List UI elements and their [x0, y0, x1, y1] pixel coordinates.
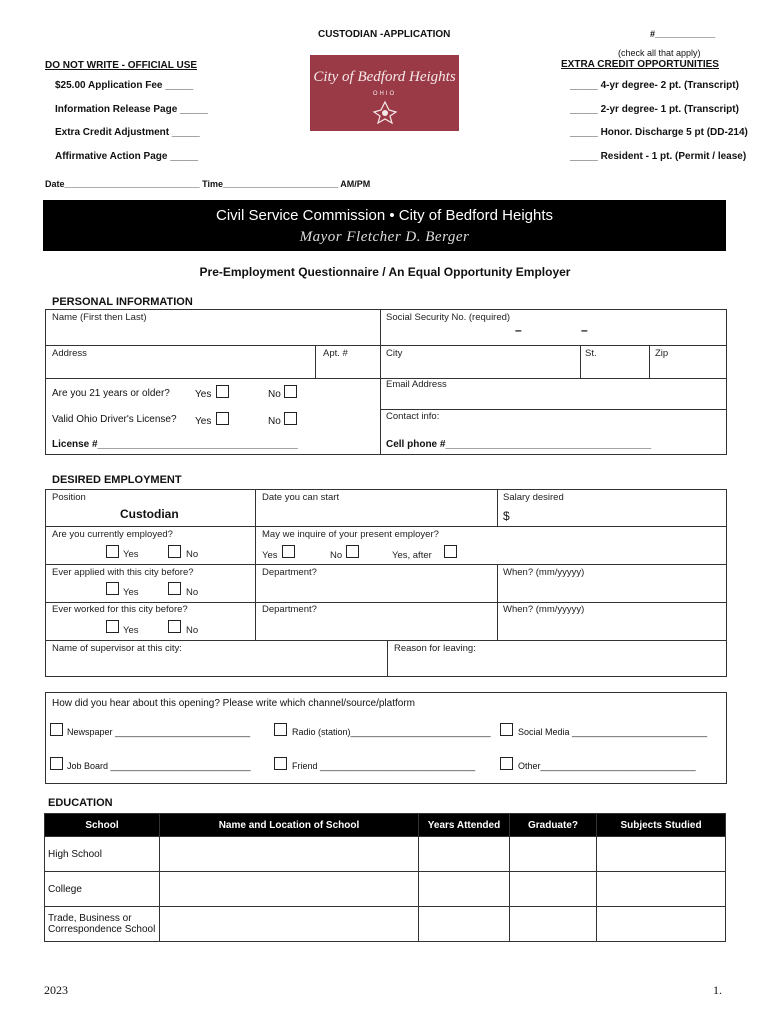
logo-text: City of Bedford Heights — [313, 69, 456, 85]
referral-question: How did you hear about this opening? Please write which channel/source/platform — [52, 698, 415, 709]
applied-question: Ever applied with this city before? — [52, 567, 194, 578]
employed-yes-checkbox[interactable] — [106, 545, 119, 558]
official-item: Information Release Page _____ — [55, 104, 208, 115]
extra-credit-heading: EXTRA CREDIT OPPORTUNITIES — [561, 59, 719, 70]
age-question: Are you 21 years or older? — [52, 388, 170, 399]
friend-checkbox[interactable] — [274, 757, 287, 770]
license-no-checkbox[interactable] — [284, 412, 297, 425]
column-header: Name and Location of School — [160, 814, 419, 837]
table-row — [45, 837, 726, 872]
column-header: Graduate? — [510, 814, 597, 837]
school-name-cell[interactable] — [160, 837, 419, 872]
years-cell[interactable] — [419, 907, 510, 942]
column-header: School — [45, 814, 160, 837]
applied-yes-checkbox[interactable] — [106, 582, 119, 595]
official-item: $25.00 Application Fee _____ — [55, 80, 194, 91]
zip-label: Zip — [655, 348, 669, 359]
social-media-label: Social Media ___________________________ — [518, 727, 708, 737]
table-row — [45, 872, 726, 907]
employed-question: Are you currently employed? — [52, 529, 173, 540]
banner-mayor: Mayor Fletcher D. Berger — [299, 229, 470, 245]
other-checkbox[interactable] — [500, 757, 513, 770]
applied-yes-label: Yes — [123, 587, 139, 598]
age-yes-checkbox[interactable] — [216, 385, 229, 398]
inquire-question: May we inquire of your present employer? — [262, 529, 439, 540]
city-label: City — [386, 348, 403, 359]
friend-label: Friend _______________________________ — [292, 761, 476, 771]
employed-no-checkbox[interactable] — [168, 545, 181, 558]
ssn-label: Social Security No. (required) — [386, 312, 511, 323]
personal-heading: PERSONAL INFORMATION — [52, 296, 193, 308]
age-no-label: No — [268, 389, 281, 400]
job-board-label: Job Board ____________________________ — [67, 761, 251, 771]
salary-label: Salary desired — [503, 492, 564, 503]
table-header-row — [45, 814, 726, 837]
official-item: Affirmative Action Page _____ — [55, 151, 199, 162]
education-heading: EDUCATION — [48, 797, 113, 809]
years-cell[interactable] — [419, 872, 510, 907]
email-label: Email Address — [386, 379, 447, 390]
license-yes-checkbox[interactable] — [216, 412, 229, 425]
page-subtitle: Pre-Employment Questionnaire / An Equal Opportunity Employer — [199, 265, 571, 279]
graduate-cell[interactable] — [510, 872, 597, 907]
commission-banner — [43, 200, 726, 251]
worked-question: Ever worked for this city before? — [52, 604, 188, 615]
applied-no-checkbox[interactable] — [168, 582, 181, 595]
logo-sub: OHIO — [372, 91, 397, 97]
form-title: CUSTODIAN -APPLICATION — [318, 29, 451, 40]
education-table — [44, 813, 726, 942]
check-note: (check all that apply) — [618, 48, 701, 58]
apt-label: Apt. # — [323, 348, 348, 359]
position-label: Position — [52, 492, 86, 503]
ssn-field[interactable]: – – — [515, 323, 588, 337]
worked-yes-checkbox[interactable] — [106, 620, 119, 633]
other-label: Other_______________________________ — [518, 761, 696, 771]
applied-no-label: No — [186, 587, 199, 598]
worked-no-checkbox[interactable] — [168, 620, 181, 633]
official-item: Extra Credit Adjustment _____ — [55, 127, 200, 138]
supervisor-label: Name of supervisor at this city: — [52, 643, 182, 654]
inquire-no-label: No — [330, 550, 343, 561]
footer-year: 2023 — [44, 983, 68, 997]
name-label: Name (First then Last) — [52, 312, 147, 323]
social-media-checkbox[interactable] — [500, 723, 513, 736]
inquire-after-checkbox[interactable] — [444, 545, 457, 558]
subjects-cell[interactable] — [597, 907, 726, 942]
newspaper-label: Newspaper ___________________________ — [67, 727, 251, 737]
employed-no-label: No — [186, 549, 199, 560]
seal-icon — [372, 100, 398, 124]
radio-checkbox[interactable] — [274, 723, 287, 736]
start-date-label: Date you can start — [262, 492, 340, 503]
credit-item: _____ Resident - 1 pt. (Permit / lease) — [570, 151, 747, 162]
license-no-label: No — [268, 416, 281, 427]
school-type-cell: High School — [45, 837, 160, 872]
state-label: St. — [585, 348, 597, 359]
worked-department-label: Department? — [262, 604, 317, 615]
graduate-cell[interactable] — [510, 907, 597, 942]
inquire-no-checkbox[interactable] — [346, 545, 359, 558]
worked-yes-label: Yes — [123, 625, 139, 636]
license-number-line[interactable]: License #____________________________________ — [52, 439, 298, 450]
desired-heading: DESIRED EMPLOYMENT — [52, 474, 182, 486]
address-label: Address — [52, 348, 87, 359]
school-type-cell: Trade, Business or Correspondence School — [45, 907, 160, 942]
job-board-checkbox[interactable] — [50, 757, 63, 770]
reason-label: Reason for leaving: — [394, 643, 476, 654]
years-cell[interactable] — [419, 837, 510, 872]
school-name-cell[interactable] — [160, 907, 419, 942]
credit-item: _____ Honor. Discharge 5 pt (DD-214) — [570, 127, 748, 138]
worked-when-label: When? (mm/yyyyy) — [503, 604, 585, 615]
credit-item: _____ 4-yr degree- 2 pt. (Transcript) — [570, 80, 739, 91]
address-field[interactable] — [46, 360, 314, 376]
table-row — [45, 907, 726, 942]
age-yes-label: Yes — [195, 389, 212, 400]
school-type-cell: College — [45, 872, 160, 907]
form-number: #____________ — [650, 29, 716, 39]
applied-when-label: When? (mm/yyyyy) — [503, 567, 585, 578]
employed-yes-label: Yes — [123, 549, 139, 560]
age-no-checkbox[interactable] — [284, 385, 297, 398]
worked-no-label: No — [186, 625, 199, 636]
official-use-heading: DO NOT WRITE - OFFICIAL USE — [45, 60, 198, 71]
position-value[interactable]: Custodian — [120, 507, 179, 521]
credit-item: _____ 2-yr degree- 1 pt. (Transcript) — [570, 104, 739, 115]
license-yes-label: Yes — [195, 416, 212, 427]
school-name-cell[interactable] — [160, 872, 419, 907]
graduate-cell[interactable] — [510, 837, 597, 872]
column-header: Subjects Studied — [597, 814, 726, 837]
column-header: Years Attended — [419, 814, 510, 837]
inquire-yes-label: Yes — [262, 550, 278, 561]
license-question: Valid Ohio Driver's License? — [52, 414, 177, 425]
inquire-yes-checkbox[interactable] — [282, 545, 295, 558]
radio-label: Radio (station)____________________________ — [292, 727, 491, 737]
name-field[interactable] — [46, 325, 378, 343]
cell-phone-line[interactable]: Cell phone #_____________________________________ — [386, 439, 652, 450]
date-time-line: Date___________________________ Time_______________________ AM/PM — [45, 179, 371, 189]
subjects-cell[interactable] — [597, 872, 726, 907]
salary-value[interactable]: $ — [503, 509, 510, 523]
subjects-cell[interactable] — [597, 837, 726, 872]
inquire-after-label: Yes, after — [392, 550, 432, 561]
page-number: 1. — [713, 983, 722, 997]
newspaper-checkbox[interactable] — [50, 723, 63, 736]
applied-department-label: Department? — [262, 567, 317, 578]
contact-label: Contact info: — [386, 411, 440, 422]
city-logo — [310, 55, 459, 131]
banner-title: Civil Service Commission • City of Bedford Heights — [215, 207, 554, 224]
